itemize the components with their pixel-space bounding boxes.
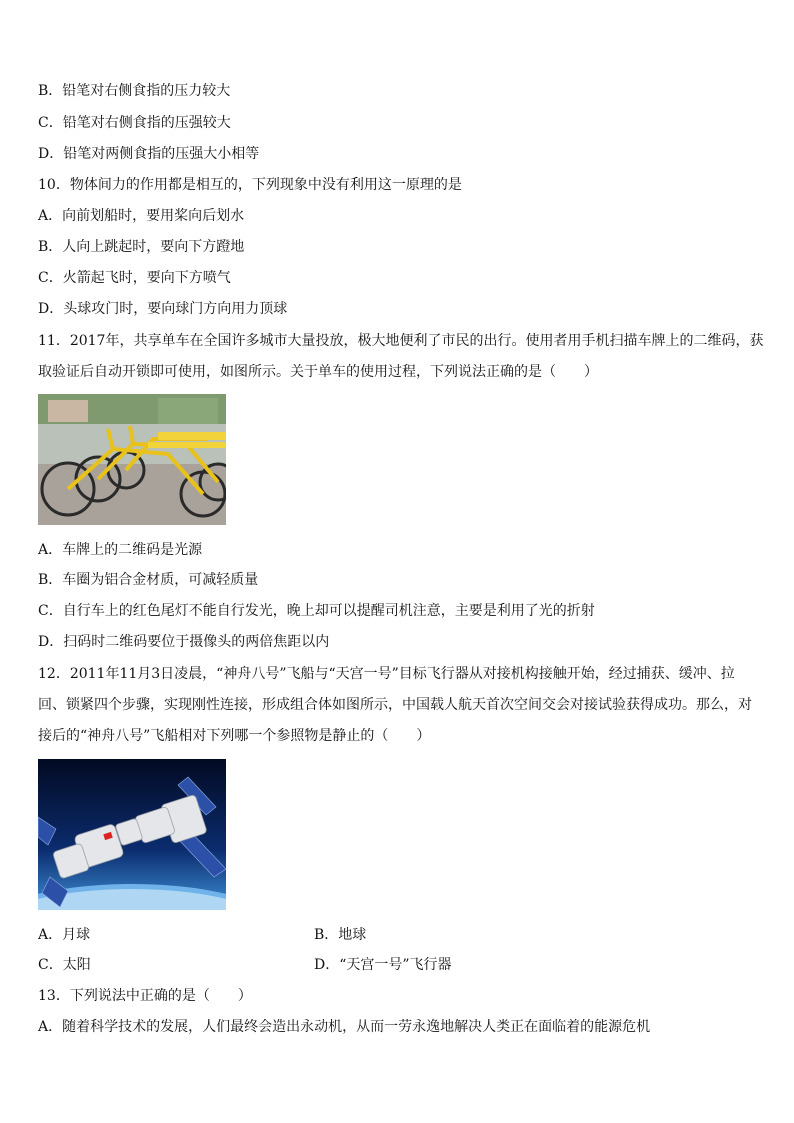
q9-option-c: C．铅笔对右侧食指的压强较大 [38,115,231,131]
spacecraft-docking-photo [38,759,226,910]
q10-stem: 10．物体间力的作用都是相互的，下列现象中没有利用这一原理的是 [38,177,462,193]
q11-option-c: C．自行车上的红色尾灯不能自行发光，晚上却可以提醒司机注意，主要是利用了光的折射 [38,603,595,619]
q11-stem-line1: 11．2017年，共享单车在全国许多城市大量投放，极大地便利了市民的出行。使用者用手机扫描车牌上的二维码，获 [38,333,764,349]
q11-option-b: B．车圈为铝合金材质，可减轻质量 [38,572,259,588]
q11-option-d: D．扫码时二维码要位于摄像头的两倍焦距以内 [38,634,330,650]
q12-stem-line3: 接后的“神舟八号”飞船相对下列哪一个参照物是静止的（ ） [38,728,431,744]
q10-option-b: B．人向上跳起时，要向下方蹬地 [38,239,245,255]
q12-stem-line1: 12．2011年11月3日凌晨，“神舟八号”飞船与“天宫一号”目标飞行器从对接机构接触开始，经过捕获、缓冲、拉 [38,666,735,682]
q11-stem-line2: 取验证后自动开锁即可使用，如图所示。关于单车的使用过程，下列说法正确的是（ ） [38,364,598,380]
q12-option-a: A．月球 [38,927,91,943]
shared-bikes-photo [38,394,226,525]
q10-option-d: D．头球攻门时，要向球门方向用力顶球 [38,301,288,317]
q9-option-b: B．铅笔对右侧食指的压力较大 [38,83,231,99]
q9-option-d: D．铅笔对两侧食指的压强大小相等 [38,146,260,162]
q12-option-b: B．地球 [314,927,367,943]
q10-option-a: A．向前划船时，要用桨向后划水 [38,208,245,224]
q13-stem: 13．下列说法中正确的是（ ） [38,988,252,1004]
q13-option-a: A．随着科学技术的发展，人们最终会造出永动机，从而一劳永逸地解决人类正在面临着的能源危机 [38,1019,651,1035]
q12-option-d: D．“天宫一号”飞行器 [314,957,452,973]
q12-stem-line2: 回、锁紧四个步骤，实现刚性连接，形成组合体如图所示，中国载人航天首次空间交会对接试验获得成功。那么，对 [38,697,752,713]
q11-option-a: A．车牌上的二维码是光源 [38,542,203,558]
q12-option-c: C．太阳 [38,957,91,973]
q10-option-c: C．火箭起飞时，要向下方喷气 [38,270,231,286]
